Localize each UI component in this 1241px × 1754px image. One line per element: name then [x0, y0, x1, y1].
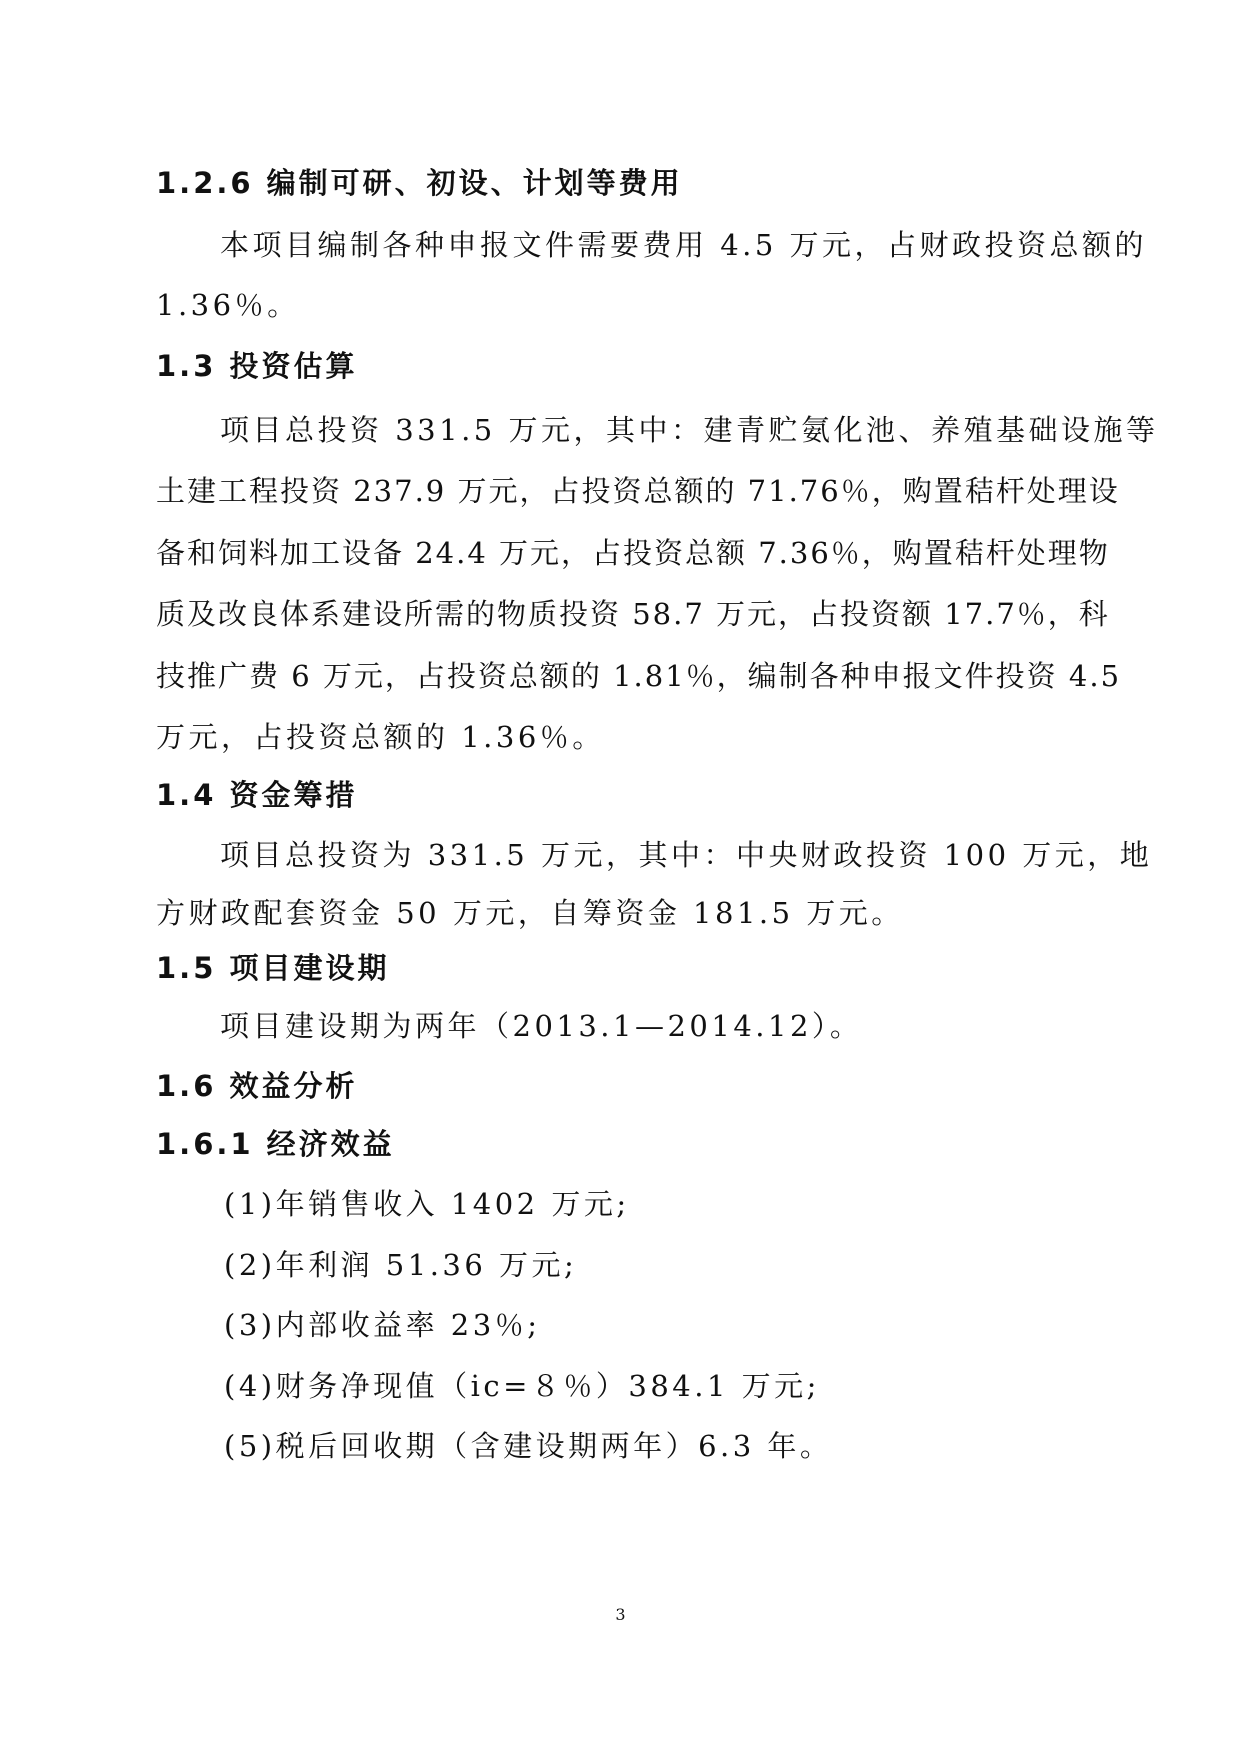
section-heading-1-6: 1.6 效益分析	[156, 1069, 358, 1103]
section-heading-1-3: 1.3 投资估算	[156, 349, 358, 383]
paragraph-line: 质及改良体系建设所需的物质投资 58.7 万元，占投资额 17.7％，科	[156, 597, 1110, 631]
paragraph-line: 土建工程投资 237.9 万元，占投资总额的 71.76％，购置秸杆处理设	[156, 474, 1120, 508]
list-item: (1)年销售收入 1402 万元;	[224, 1187, 630, 1221]
page-number: 3	[615, 1605, 626, 1624]
list-item: (3)内部收益率 23％;	[224, 1308, 541, 1342]
paragraph-line: 方财政配套资金 50 万元，自筹资金 181.5 万元。	[156, 896, 904, 930]
list-item: (5)税后回收期（含建设期两年）6.3 年。	[224, 1429, 833, 1463]
section-heading-1-4: 1.4 资金筹措	[156, 778, 358, 812]
list-item: (4)财务净现值（ic=８％）384.1 万元;	[224, 1369, 820, 1403]
paragraph-line: 本项目编制各种申报文件需要费用 4.5 万元，占财政投资总额的	[220, 228, 1148, 262]
paragraph-line: 1.36％。	[156, 288, 300, 322]
section-heading-1-2-6: 1.2.6 编制可研、初设、计划等费用	[156, 166, 683, 200]
paragraph-line: 技推广费 6 万元，占投资总额的 1.81％，编制各种申报文件投资 4.5	[156, 659, 1122, 693]
paragraph-line: 备和饲料加工设备 24.4 万元，占投资总额 7.36％，购置秸杆处理物	[156, 536, 1110, 570]
section-heading-1-5: 1.5 项目建设期	[156, 951, 390, 985]
paragraph-line: 项目总投资 331.5 万元，其中：建青贮氨化池、养殖基础设施等	[220, 413, 1159, 447]
paragraph-line: 万元，占投资总额的 1.36％。	[156, 720, 605, 754]
paragraph-line: 项目建设期为两年（2013.1—2014.12）。	[220, 1009, 863, 1043]
list-item: (2)年利润 51.36 万元;	[224, 1248, 578, 1282]
section-heading-1-6-1: 1.6.1 经济效益	[156, 1127, 395, 1161]
paragraph-line: 项目总投资为 331.5 万元，其中：中央财政投资 100 万元，地	[220, 838, 1153, 872]
